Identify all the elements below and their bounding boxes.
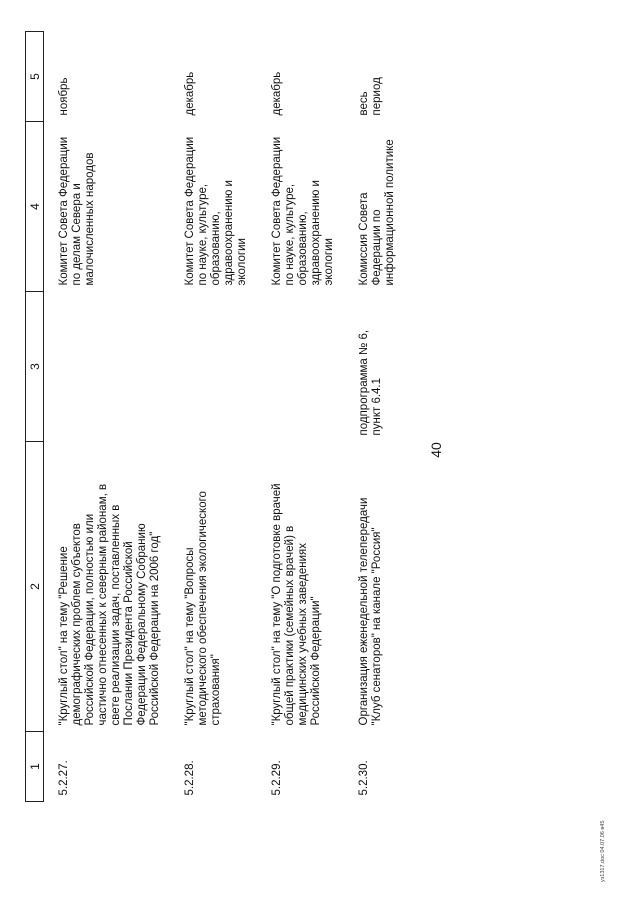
header-col-2: 2 xyxy=(26,442,44,732)
event-description: "Круглый стол" на тему "Вопросы методического обеспечения экологического страхования" xyxy=(184,491,222,726)
program-reference xyxy=(257,292,344,442)
program-reference xyxy=(44,292,171,442)
table-header xyxy=(26,32,44,802)
row-number: 5.2.28. xyxy=(184,760,196,796)
table-row xyxy=(170,32,257,802)
responsible-body: Комитет Совета Федерации по делам Севера и малочисленных народов xyxy=(58,136,96,286)
event-description: "Круглый стол" на тему "Решение демографических проблем субъектов Российской Федерации, полностью или частично отнесенных к северным районам, в свете реализации задач, поставленных в Послании Президента Российской Федерации Федеральному Собранию Российской Федерации на 2006 год" xyxy=(58,483,161,726)
header-col-5: 5 xyxy=(26,32,44,122)
row-number: 5.2.30. xyxy=(358,760,370,796)
row-number: 5.2.27. xyxy=(58,760,70,796)
plan-table xyxy=(25,31,405,802)
row-number: 5.2.29. xyxy=(271,760,283,796)
header-col-1: 1 xyxy=(26,732,44,802)
term: весь период xyxy=(358,77,383,116)
program-reference: подпрограмма № 6, пункт 6.4.1 xyxy=(358,329,383,436)
table-row xyxy=(344,32,405,802)
event-description: Организация еженедельной телепередачи "Клуб сенаторов" на канале "Россия" xyxy=(358,497,383,726)
term: ноябрь xyxy=(58,77,70,116)
header-col-4: 4 xyxy=(26,122,44,292)
program-reference xyxy=(170,292,257,442)
term: декабрь xyxy=(184,71,196,116)
responsible-body: Комитет Совета Федерации по науке, культуре, образованию, здравоохранению и экологии xyxy=(184,136,248,286)
page-number: 40 xyxy=(428,442,444,458)
event-description: "Круглый стол" на тему "О подготовке врачей общей практики (семейных врачей) в медицинских учебных заведениях Российской Федерации" xyxy=(271,483,322,726)
term: декабрь xyxy=(271,71,283,116)
responsible-body: Комиссия Совета Федерации по информационной политике xyxy=(358,139,396,286)
responsible-body: Комитет Совета Федерации по науке, культуре, образованию, здравоохранению и экологии xyxy=(271,136,335,286)
table-row xyxy=(44,32,171,802)
table-row xyxy=(257,32,344,802)
document-footer: уз1317.doc 04.07.06 в45 xyxy=(600,820,606,882)
header-col-3: 3 xyxy=(26,292,44,442)
